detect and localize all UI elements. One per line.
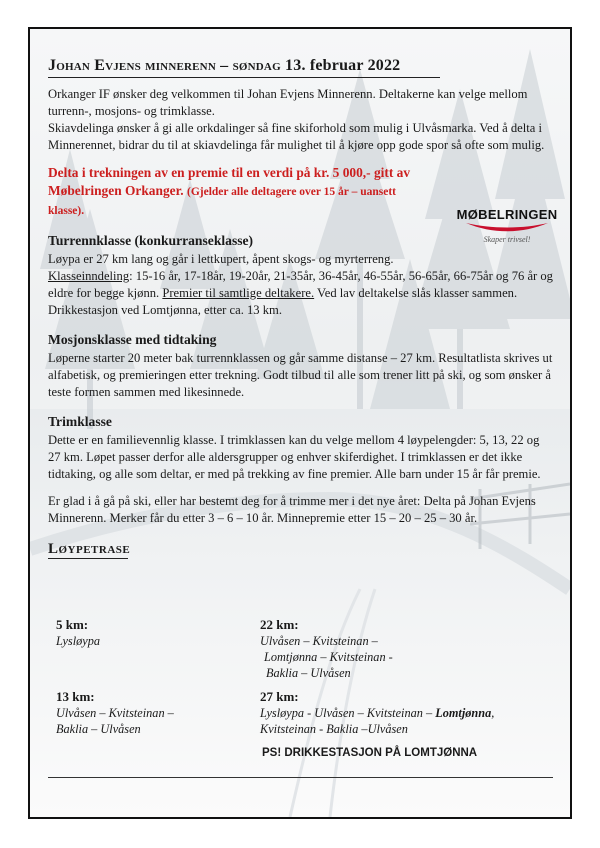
logo-brand: MØBELRINGEN (456, 207, 558, 222)
page-frame (28, 27, 572, 819)
flyer-content (48, 57, 553, 567)
bottom-divider (48, 777, 553, 778)
turrenn-text: Løypa er 27 km lang og går i lettkupert, åpent skogs- og myrterreng. Klasseinndeling: 15-16 år, 17-18år, 19-20år, 21-35år, 36-45år, 46-55år, 56-65år, 66-75år og 76 år og eldre for begge kjønn. Premier til samtlige deltakere. Ved lav deltakelse slås klasser sammen. Drikkestasjon ved Lomtjønna, etter ca. 13 km. (48, 252, 553, 317)
route-5km: 5 km: Lysløypa (56, 617, 101, 648)
ps-drikkestasjon: PS! DRIKKESTASJON PÅ LOMTJØNNA (262, 747, 478, 759)
turrenn-heading: Turrennklasse (konkurranseklasse) (48, 233, 254, 248)
logo-tagline: Skaper trivsel! (483, 235, 531, 244)
mosjon-text: Løperne starter 20 meter bak turrennklassen og går samme distanse – 27 km. Resultatlista skrives ut alfabetisk, og premieringen etter trekning. Godt tilbud til alle som trener litt på ski, og som ønsker å teste formen sammen med likesinnede. (48, 351, 553, 399)
loypetrase-heading: Løypetrase (48, 541, 131, 557)
route-22km: 22 km: Ulvåsen – Kvitsteinan – Lomtjønna – Kvitsteinan - Baklia – Ulvåsen (260, 617, 393, 680)
trim-heading: Trimklasse (48, 414, 112, 429)
prize-note: (Gjelder alle deltagere over 15 år – uansett klasse). (48, 186, 396, 217)
page-title: Johan Evjens minnerenn – søndag 13. februar 2022 (48, 57, 440, 78)
mobelringen-logo (452, 207, 562, 244)
intro-paragraph-1: Orkanger IF ønsker deg velkommen til Johan Evjens Minnerenn. Deltakerne kan velge mellom turrenn-, mosjons- og trimklasse. (48, 87, 528, 118)
premier-text: Premier til samtlige deltakere. (162, 286, 315, 300)
route-13km: 13 km: Ulvåsen – Kvitsteinan – Baklia – Ulvåsen (56, 689, 174, 736)
klasseinndeling-label: Klasseinndeling (48, 269, 130, 283)
intro-paragraph-2: Skiavdelinga ønsker å gi alle orkdalinger så fine skiforhold som mulig i Ulvåsmarka. Ved å delta i Minnerennet, bidrar du til at skiavdelinga får mulighet til å kjøre opp gode spor så ofte som mulig. (48, 121, 545, 152)
route-27km: 27 km: Lysløypa - Ulvåsen – Kvitsteinan – Lomtjønna, Kvitsteinan - Baklia –Ulvåsen PS! DRIKKESTASJON PÅ LOMTJØNNA (260, 689, 495, 759)
trim-text: Dette er en familievennlig klasse. I trimklassen kan du velge mellom 4 løypelengder: 5, 13, 22 og 27 km. Løpet passer derfor alle aldersgrupper og enhver skiferdighet. I trimklassen er det ikke tidtaking, og alle som deltar, er med på trekking av fine premier. Alle barn under 15 år får premie. (48, 433, 541, 481)
closing-text: Er glad i å gå på ski, eller har bestemt deg for å trimme mer i det nye året: Delta på Johan Evjens Minnerenn. Merker får du etter 3 – 6 – 10 år. Minnepremie etter 15 – 20 – 25 – 30 år. (48, 494, 536, 525)
mosjon-heading: Mosjonsklasse med tidtaking (48, 332, 217, 347)
prize-announcement: Delta i trekningen av en premie til en verdi på kr. 5 000,- gitt av Møbelringen Orkanger. (Gjelder alle deltagere over 15 år – uansett klasse). (48, 165, 411, 217)
logo-swoosh-icon (462, 220, 552, 234)
